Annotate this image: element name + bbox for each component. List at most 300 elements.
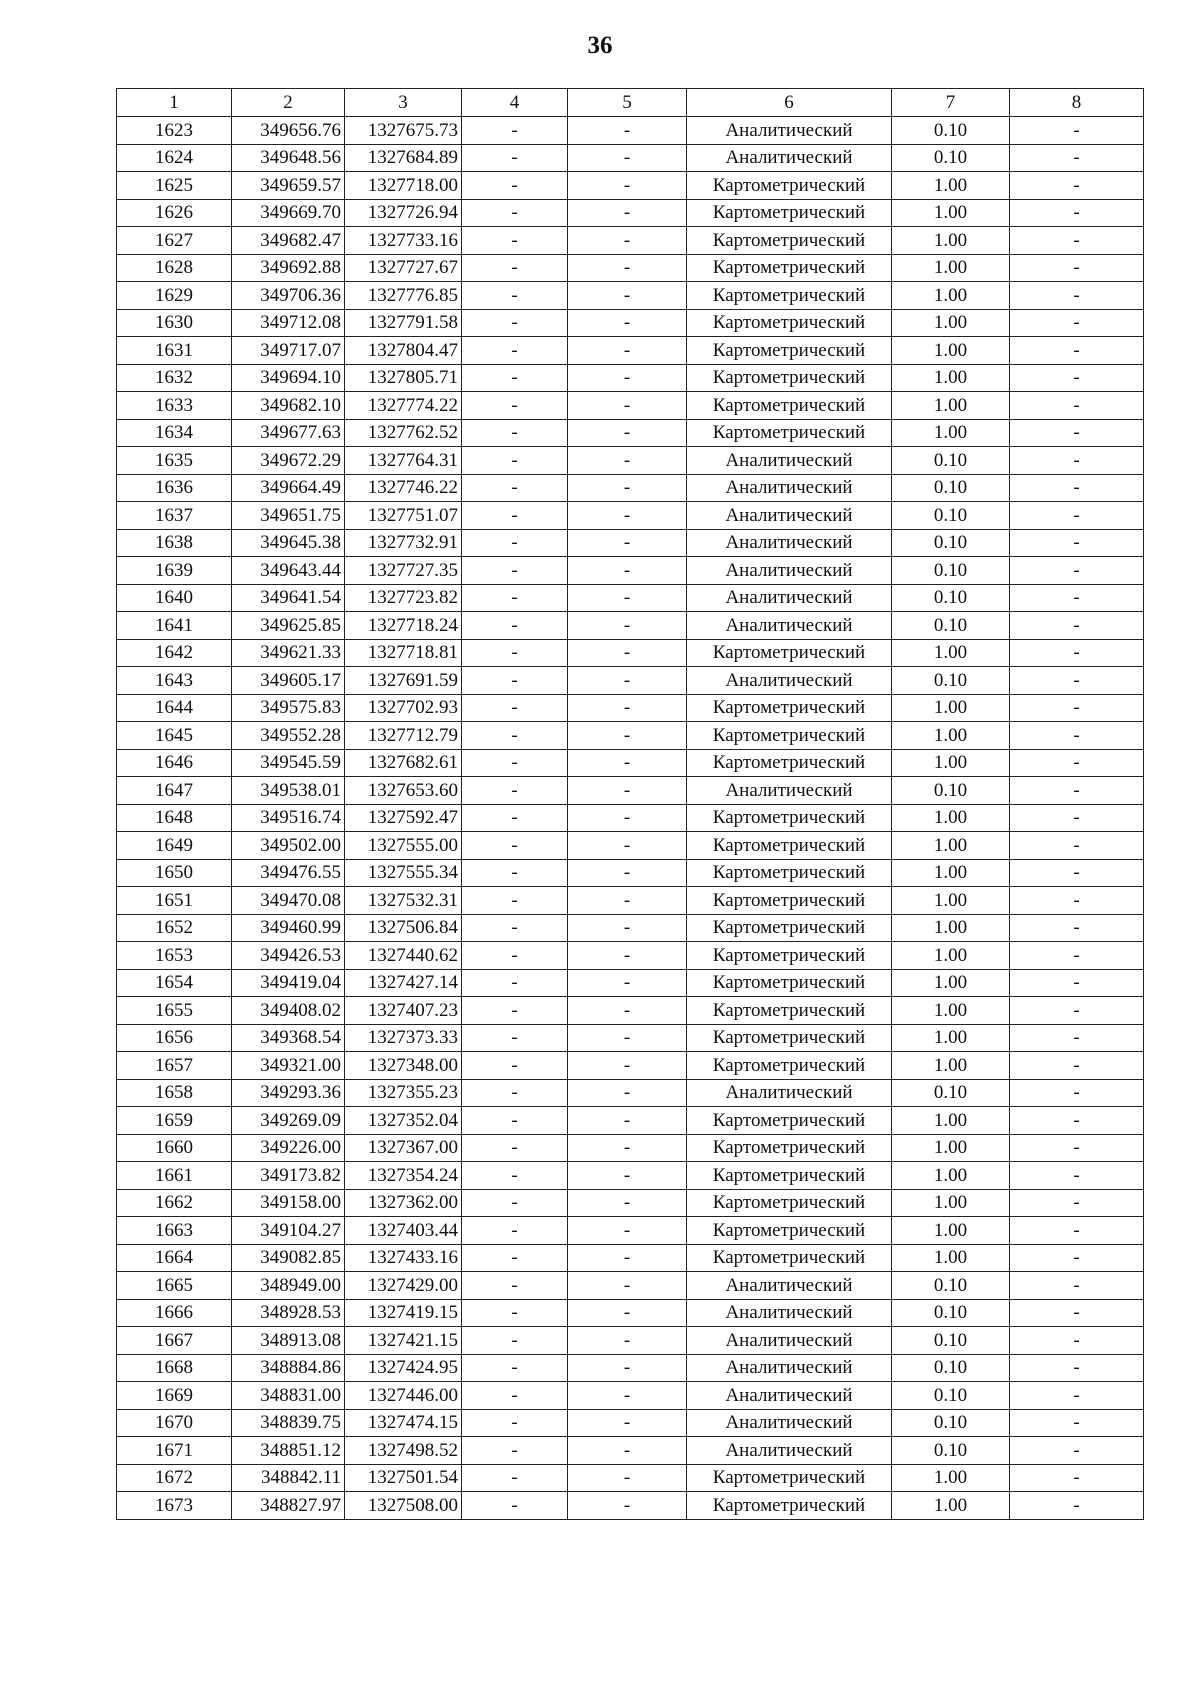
cell-col4: - (462, 227, 568, 255)
cell-x-coordinate: 349682.47 (232, 227, 345, 255)
cell-point-number: 1657 (117, 1052, 232, 1080)
cell-point-number: 1654 (117, 969, 232, 997)
cell-col4: - (462, 942, 568, 970)
cell-col5: - (568, 694, 687, 722)
cell-col8: - (1010, 804, 1144, 832)
cell-y-coordinate: 1327592.47 (345, 804, 462, 832)
cell-y-coordinate: 1327352.04 (345, 1107, 462, 1135)
cell-col4: - (462, 1299, 568, 1327)
cell-method: Картометрический (687, 1107, 892, 1135)
cell-col4: - (462, 1189, 568, 1217)
table-row (117, 612, 1144, 640)
cell-x-coordinate: 349368.54 (232, 1024, 345, 1052)
cell-accuracy: 0.10 (892, 1354, 1010, 1382)
cell-x-coordinate: 348928.53 (232, 1299, 345, 1327)
cell-col5: - (568, 1052, 687, 1080)
cell-method: Картометрический (687, 1217, 892, 1245)
cell-col4: - (462, 804, 568, 832)
cell-col5: - (568, 364, 687, 392)
cell-col4: - (462, 309, 568, 337)
table-row (117, 309, 1144, 337)
cell-x-coordinate: 349552.28 (232, 722, 345, 750)
header-cell-col7: 7 (892, 89, 1010, 117)
cell-y-coordinate: 1327555.00 (345, 832, 462, 860)
cell-x-coordinate: 348827.97 (232, 1492, 345, 1520)
cell-col8: - (1010, 969, 1144, 997)
cell-accuracy: 0.10 (892, 1327, 1010, 1355)
cell-method: Аналитический (687, 667, 892, 695)
table-row (117, 694, 1144, 722)
cell-point-number: 1641 (117, 612, 232, 640)
cell-method: Картометрический (687, 887, 892, 915)
cell-point-number: 1648 (117, 804, 232, 832)
cell-x-coordinate: 349419.04 (232, 969, 345, 997)
cell-accuracy: 1.00 (892, 749, 1010, 777)
cell-col8: - (1010, 364, 1144, 392)
cell-col4: - (462, 1217, 568, 1245)
cell-y-coordinate: 1327474.15 (345, 1409, 462, 1437)
cell-x-coordinate: 349669.70 (232, 199, 345, 227)
cell-col5: - (568, 1272, 687, 1300)
cell-y-coordinate: 1327684.89 (345, 144, 462, 172)
cell-col4: - (462, 1079, 568, 1107)
table-row (117, 749, 1144, 777)
cell-col8: - (1010, 144, 1144, 172)
cell-y-coordinate: 1327726.94 (345, 199, 462, 227)
cell-x-coordinate: 349269.09 (232, 1107, 345, 1135)
cell-accuracy: 1.00 (892, 282, 1010, 310)
cell-col8: - (1010, 254, 1144, 282)
cell-y-coordinate: 1327501.54 (345, 1464, 462, 1492)
table-row (117, 282, 1144, 310)
cell-col4: - (462, 1409, 568, 1437)
cell-y-coordinate: 1327776.85 (345, 282, 462, 310)
cell-accuracy: 1.00 (892, 969, 1010, 997)
cell-col4: - (462, 364, 568, 392)
cell-col8: - (1010, 309, 1144, 337)
cell-method: Картометрический (687, 914, 892, 942)
cell-col8: - (1010, 1272, 1144, 1300)
cell-y-coordinate: 1327354.24 (345, 1162, 462, 1190)
cell-col4: - (462, 997, 568, 1025)
cell-point-number: 1669 (117, 1382, 232, 1410)
cell-col5: - (568, 584, 687, 612)
cell-x-coordinate: 349575.83 (232, 694, 345, 722)
table-row (117, 804, 1144, 832)
cell-method: Аналитический (687, 1382, 892, 1410)
cell-col8: - (1010, 832, 1144, 860)
cell-x-coordinate: 349321.00 (232, 1052, 345, 1080)
cell-method: Аналитический (687, 557, 892, 585)
cell-col4: - (462, 1052, 568, 1080)
cell-y-coordinate: 1327733.16 (345, 227, 462, 255)
table-row (117, 1024, 1144, 1052)
cell-y-coordinate: 1327727.67 (345, 254, 462, 282)
cell-y-coordinate: 1327727.35 (345, 557, 462, 585)
cell-col4: - (462, 612, 568, 640)
cell-col4: - (462, 447, 568, 475)
cell-x-coordinate: 349659.57 (232, 172, 345, 200)
cell-col4: - (462, 1437, 568, 1465)
cell-accuracy: 1.00 (892, 172, 1010, 200)
cell-y-coordinate: 1327532.31 (345, 887, 462, 915)
cell-col4: - (462, 1272, 568, 1300)
table-row (117, 1409, 1144, 1437)
cell-col5: - (568, 914, 687, 942)
cell-col5: - (568, 254, 687, 282)
cell-accuracy: 1.00 (892, 1134, 1010, 1162)
cell-method: Картометрический (687, 749, 892, 777)
table-row (117, 1244, 1144, 1272)
cell-y-coordinate: 1327373.33 (345, 1024, 462, 1052)
cell-method: Аналитический (687, 1327, 892, 1355)
cell-method: Картометрический (687, 1052, 892, 1080)
cell-col8: - (1010, 1134, 1144, 1162)
cell-x-coordinate: 349706.36 (232, 282, 345, 310)
table-body (117, 89, 1144, 1520)
cell-x-coordinate: 349104.27 (232, 1217, 345, 1245)
cell-accuracy: 1.00 (892, 309, 1010, 337)
cell-col5: - (568, 722, 687, 750)
cell-point-number: 1666 (117, 1299, 232, 1327)
cell-y-coordinate: 1327791.58 (345, 309, 462, 337)
cell-col8: - (1010, 942, 1144, 970)
cell-accuracy: 0.10 (892, 144, 1010, 172)
cell-point-number: 1629 (117, 282, 232, 310)
table-row (117, 1437, 1144, 1465)
cell-x-coordinate: 349470.08 (232, 887, 345, 915)
cell-y-coordinate: 1327421.15 (345, 1327, 462, 1355)
header-cell-col4: 4 (462, 89, 568, 117)
cell-col4: - (462, 1464, 568, 1492)
cell-col4: - (462, 254, 568, 282)
table-row (117, 337, 1144, 365)
cell-accuracy: 0.10 (892, 1437, 1010, 1465)
cell-point-number: 1664 (117, 1244, 232, 1272)
cell-point-number: 1670 (117, 1409, 232, 1437)
table-row (117, 529, 1144, 557)
cell-x-coordinate: 349717.07 (232, 337, 345, 365)
table-row (117, 1464, 1144, 1492)
table-row (117, 1107, 1144, 1135)
cell-col8: - (1010, 1024, 1144, 1052)
cell-col5: - (568, 942, 687, 970)
cell-col5: - (568, 887, 687, 915)
cell-method: Аналитический (687, 529, 892, 557)
cell-x-coordinate: 349538.01 (232, 777, 345, 805)
cell-col5: - (568, 1492, 687, 1520)
cell-col5: - (568, 612, 687, 640)
cell-point-number: 1653 (117, 942, 232, 970)
cell-col5: - (568, 667, 687, 695)
cell-col8: - (1010, 914, 1144, 942)
cell-y-coordinate: 1327804.47 (345, 337, 462, 365)
cell-col5: - (568, 144, 687, 172)
cell-col8: - (1010, 227, 1144, 255)
cell-x-coordinate: 349426.53 (232, 942, 345, 970)
cell-accuracy: 1.00 (892, 392, 1010, 420)
cell-col5: - (568, 557, 687, 585)
cell-y-coordinate: 1327403.44 (345, 1217, 462, 1245)
table-row (117, 447, 1144, 475)
cell-col4: - (462, 1107, 568, 1135)
cell-col4: - (462, 859, 568, 887)
cell-point-number: 1633 (117, 392, 232, 420)
table-row (117, 777, 1144, 805)
cell-col4: - (462, 1492, 568, 1520)
cell-accuracy: 0.10 (892, 474, 1010, 502)
cell-col8: - (1010, 1409, 1144, 1437)
cell-y-coordinate: 1327805.71 (345, 364, 462, 392)
cell-col4: - (462, 1354, 568, 1382)
cell-accuracy: 1.00 (892, 914, 1010, 942)
cell-col5: - (568, 1299, 687, 1327)
cell-x-coordinate: 348842.11 (232, 1464, 345, 1492)
table-row (117, 639, 1144, 667)
cell-col4: - (462, 117, 568, 145)
cell-point-number: 1637 (117, 502, 232, 530)
cell-y-coordinate: 1327718.81 (345, 639, 462, 667)
cell-col4: - (462, 722, 568, 750)
cell-accuracy: 1.00 (892, 199, 1010, 227)
cell-y-coordinate: 1327427.14 (345, 969, 462, 997)
cell-point-number: 1645 (117, 722, 232, 750)
cell-col5: - (568, 1464, 687, 1492)
cell-accuracy: 1.00 (892, 639, 1010, 667)
cell-col8: - (1010, 887, 1144, 915)
header-cell-col1: 1 (117, 89, 232, 117)
cell-point-number: 1628 (117, 254, 232, 282)
cell-point-number: 1668 (117, 1354, 232, 1382)
cell-col4: - (462, 914, 568, 942)
cell-col8: - (1010, 694, 1144, 722)
coordinates-table (116, 88, 1144, 1520)
table-row (117, 1079, 1144, 1107)
cell-col5: - (568, 199, 687, 227)
cell-col8: - (1010, 667, 1144, 695)
cell-accuracy: 0.10 (892, 1079, 1010, 1107)
cell-point-number: 1623 (117, 117, 232, 145)
table-row (117, 1189, 1144, 1217)
table-row (117, 1134, 1144, 1162)
cell-method: Картометрический (687, 1162, 892, 1190)
cell-accuracy: 1.00 (892, 859, 1010, 887)
cell-point-number: 1625 (117, 172, 232, 200)
cell-y-coordinate: 1327440.62 (345, 942, 462, 970)
cell-method: Картометрический (687, 364, 892, 392)
cell-col4: - (462, 1244, 568, 1272)
cell-col4: - (462, 777, 568, 805)
cell-y-coordinate: 1327718.00 (345, 172, 462, 200)
cell-col8: - (1010, 474, 1144, 502)
cell-point-number: 1661 (117, 1162, 232, 1190)
cell-y-coordinate: 1327508.00 (345, 1492, 462, 1520)
cell-col5: - (568, 1024, 687, 1052)
cell-accuracy: 1.00 (892, 804, 1010, 832)
cell-x-coordinate: 348949.00 (232, 1272, 345, 1300)
cell-col8: - (1010, 117, 1144, 145)
cell-x-coordinate: 349682.10 (232, 392, 345, 420)
table-row (117, 1272, 1144, 1300)
cell-point-number: 1642 (117, 639, 232, 667)
cell-point-number: 1639 (117, 557, 232, 585)
cell-col8: - (1010, 612, 1144, 640)
cell-col8: - (1010, 1327, 1144, 1355)
cell-method: Картометрический (687, 969, 892, 997)
cell-col8: - (1010, 777, 1144, 805)
cell-point-number: 1640 (117, 584, 232, 612)
cell-accuracy: 1.00 (892, 997, 1010, 1025)
cell-col5: - (568, 337, 687, 365)
cell-col4: - (462, 199, 568, 227)
cell-col4: - (462, 1024, 568, 1052)
cell-col8: - (1010, 1107, 1144, 1135)
cell-col4: - (462, 1382, 568, 1410)
cell-col8: - (1010, 1464, 1144, 1492)
cell-y-coordinate: 1327555.34 (345, 859, 462, 887)
cell-point-number: 1667 (117, 1327, 232, 1355)
cell-method: Картометрический (687, 1244, 892, 1272)
cell-y-coordinate: 1327723.82 (345, 584, 462, 612)
cell-col4: - (462, 694, 568, 722)
cell-point-number: 1638 (117, 529, 232, 557)
table-row (117, 1052, 1144, 1080)
header-cell-col3: 3 (345, 89, 462, 117)
cell-accuracy: 1.00 (892, 419, 1010, 447)
cell-x-coordinate: 349293.36 (232, 1079, 345, 1107)
cell-method: Аналитический (687, 1409, 892, 1437)
cell-col8: - (1010, 1052, 1144, 1080)
cell-y-coordinate: 1327367.00 (345, 1134, 462, 1162)
cell-x-coordinate: 349645.38 (232, 529, 345, 557)
cell-method: Картометрический (687, 1134, 892, 1162)
cell-col8: - (1010, 722, 1144, 750)
cell-y-coordinate: 1327682.61 (345, 749, 462, 777)
cell-method: Картометрический (687, 1189, 892, 1217)
cell-y-coordinate: 1327751.07 (345, 502, 462, 530)
cell-col5: - (568, 1162, 687, 1190)
cell-method: Аналитический (687, 474, 892, 502)
cell-x-coordinate: 349648.56 (232, 144, 345, 172)
cell-col8: - (1010, 1382, 1144, 1410)
cell-col4: - (462, 832, 568, 860)
cell-col4: - (462, 1162, 568, 1190)
cell-x-coordinate: 349226.00 (232, 1134, 345, 1162)
cell-method: Аналитический (687, 1272, 892, 1300)
cell-accuracy: 0.10 (892, 117, 1010, 145)
cell-accuracy: 1.00 (892, 1217, 1010, 1245)
cell-method: Картометрический (687, 172, 892, 200)
cell-point-number: 1646 (117, 749, 232, 777)
header-cell-col5: 5 (568, 89, 687, 117)
cell-y-coordinate: 1327407.23 (345, 997, 462, 1025)
cell-col8: - (1010, 529, 1144, 557)
cell-point-number: 1663 (117, 1217, 232, 1245)
cell-x-coordinate: 349621.33 (232, 639, 345, 667)
cell-col5: - (568, 309, 687, 337)
cell-point-number: 1655 (117, 997, 232, 1025)
cell-col4: - (462, 1134, 568, 1162)
table-row (117, 392, 1144, 420)
cell-y-coordinate: 1327762.52 (345, 419, 462, 447)
cell-method: Картометрический (687, 832, 892, 860)
cell-col5: - (568, 392, 687, 420)
cell-y-coordinate: 1327702.93 (345, 694, 462, 722)
cell-point-number: 1672 (117, 1464, 232, 1492)
cell-point-number: 1650 (117, 859, 232, 887)
cell-y-coordinate: 1327712.79 (345, 722, 462, 750)
cell-accuracy: 1.00 (892, 1492, 1010, 1520)
cell-method: Аналитический (687, 502, 892, 530)
table-header-row (117, 89, 1144, 117)
table-row (117, 557, 1144, 585)
cell-accuracy: 1.00 (892, 1464, 1010, 1492)
cell-col5: - (568, 997, 687, 1025)
cell-method: Картометрический (687, 392, 892, 420)
cell-col4: - (462, 144, 568, 172)
cell-method: Картометрический (687, 419, 892, 447)
cell-accuracy: 1.00 (892, 1244, 1010, 1272)
cell-col8: - (1010, 1437, 1144, 1465)
cell-col8: - (1010, 639, 1144, 667)
table-row (117, 1162, 1144, 1190)
cell-y-coordinate: 1327691.59 (345, 667, 462, 695)
cell-col4: - (462, 337, 568, 365)
cell-method: Аналитический (687, 584, 892, 612)
cell-col5: - (568, 1134, 687, 1162)
cell-method: Картометрический (687, 337, 892, 365)
table-row (117, 859, 1144, 887)
table-row (117, 1354, 1144, 1382)
cell-col8: - (1010, 584, 1144, 612)
cell-accuracy: 0.10 (892, 584, 1010, 612)
table-row (117, 942, 1144, 970)
cell-method: Картометрический (687, 859, 892, 887)
cell-point-number: 1643 (117, 667, 232, 695)
cell-x-coordinate: 348851.12 (232, 1437, 345, 1465)
table-row (117, 117, 1144, 145)
cell-point-number: 1631 (117, 337, 232, 365)
cell-point-number: 1630 (117, 309, 232, 337)
cell-x-coordinate: 349476.55 (232, 859, 345, 887)
cell-col8: - (1010, 859, 1144, 887)
cell-accuracy: 1.00 (892, 254, 1010, 282)
cell-point-number: 1659 (117, 1107, 232, 1135)
cell-accuracy: 1.00 (892, 1162, 1010, 1190)
table-row (117, 144, 1144, 172)
cell-col5: - (568, 474, 687, 502)
table-row (117, 1299, 1144, 1327)
cell-col5: - (568, 1354, 687, 1382)
table-row (117, 1382, 1144, 1410)
cell-col5: - (568, 639, 687, 667)
cell-accuracy: 1.00 (892, 1189, 1010, 1217)
cell-accuracy: 1.00 (892, 1052, 1010, 1080)
cell-col5: - (568, 227, 687, 255)
cell-y-coordinate: 1327429.00 (345, 1272, 462, 1300)
cell-x-coordinate: 349712.08 (232, 309, 345, 337)
table-row (117, 254, 1144, 282)
cell-col5: - (568, 529, 687, 557)
header-cell-col6: 6 (687, 89, 892, 117)
cell-col5: - (568, 1079, 687, 1107)
cell-x-coordinate: 348884.86 (232, 1354, 345, 1382)
cell-method: Картометрический (687, 1492, 892, 1520)
cell-col8: - (1010, 1189, 1144, 1217)
cell-col8: - (1010, 392, 1144, 420)
cell-method: Аналитический (687, 777, 892, 805)
cell-accuracy: 1.00 (892, 337, 1010, 365)
